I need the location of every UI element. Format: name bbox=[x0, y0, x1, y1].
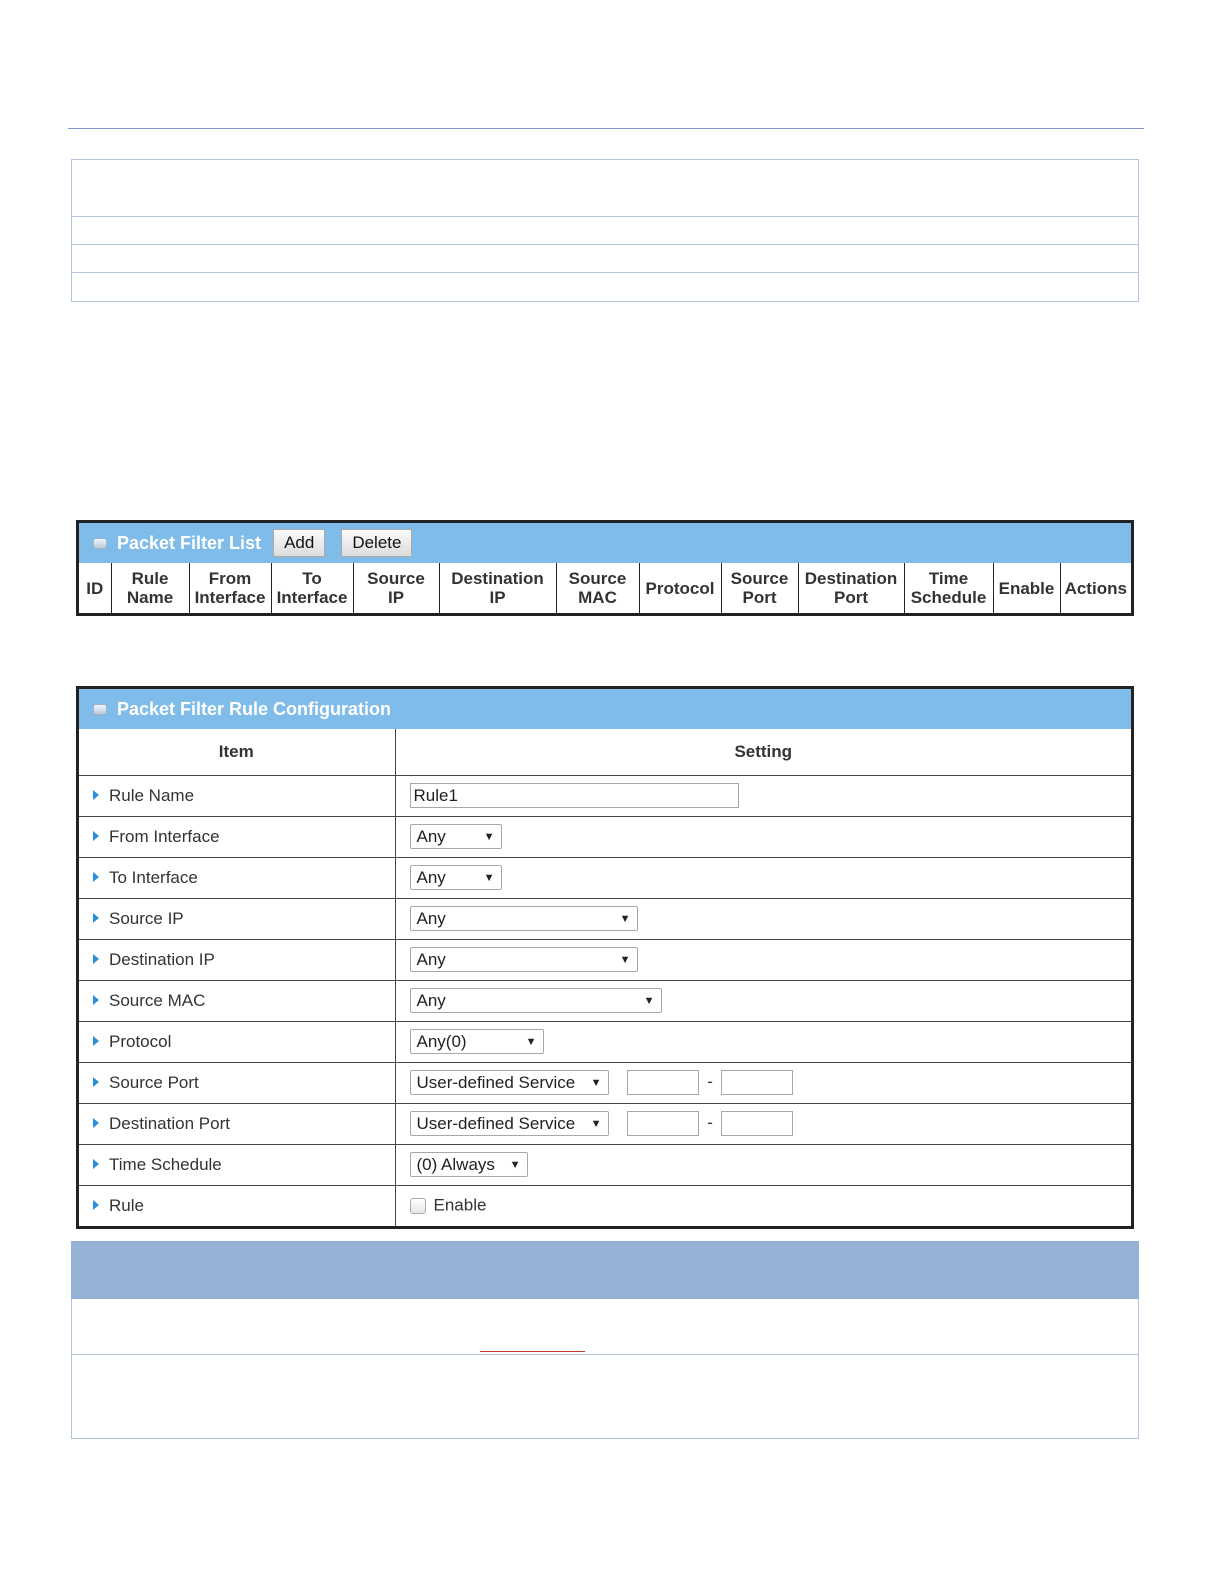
from-interface-select[interactable] bbox=[410, 824, 502, 849]
rule-name-label: Rule Name bbox=[109, 785, 195, 805]
col-from-interface: From Interface bbox=[189, 563, 271, 613]
to-interface-row bbox=[79, 857, 1131, 898]
panel-header-icon bbox=[93, 538, 107, 549]
triangle-down-icon: ▼ bbox=[525, 1035, 537, 1048]
setting-column-header: Setting bbox=[395, 729, 1131, 775]
empty-table-row bbox=[72, 1299, 1138, 1355]
protocol-label: Protocol bbox=[109, 1031, 172, 1051]
col-id: ID bbox=[79, 563, 111, 613]
rule-enable-label: Enable bbox=[433, 1196, 487, 1215]
packet-filter-list-table bbox=[79, 563, 1131, 613]
protocol-value: Any(0) bbox=[416, 1031, 467, 1051]
packet-filter-list-title: Packet Filter List bbox=[117, 532, 262, 553]
source-ip-label: Source IP bbox=[109, 908, 184, 928]
from-interface-row bbox=[79, 816, 1131, 857]
port-range-separator: - bbox=[707, 1071, 713, 1091]
empty-info-table bbox=[71, 159, 1139, 302]
col-time-schedule: Time Schedule bbox=[904, 563, 993, 613]
rule-label: Rule bbox=[109, 1195, 144, 1215]
config-table bbox=[79, 729, 1131, 1226]
source-port-select[interactable] bbox=[410, 1070, 609, 1095]
port-range-separator: - bbox=[707, 1112, 713, 1132]
col-protocol: Protocol bbox=[639, 563, 721, 613]
triangle-down-icon: ▼ bbox=[590, 1076, 602, 1089]
time-schedule-select[interactable] bbox=[410, 1152, 528, 1177]
rule-name-row bbox=[79, 775, 1131, 816]
triangle-right-icon bbox=[93, 1077, 99, 1087]
rule-name-input[interactable] bbox=[410, 783, 739, 808]
destination-ip-select[interactable] bbox=[410, 947, 638, 972]
packet-filter-config-panel bbox=[76, 686, 1134, 1229]
empty-table-row bbox=[72, 1355, 1138, 1438]
triangle-right-icon bbox=[93, 1159, 99, 1169]
triangle-down-icon: ▼ bbox=[483, 871, 495, 884]
triangle-down-icon: ▼ bbox=[509, 1158, 521, 1171]
config-header-row bbox=[79, 729, 1131, 775]
from-interface-label: From Interface bbox=[109, 826, 220, 846]
triangle-down-icon: ▼ bbox=[619, 912, 631, 925]
triangle-down-icon: ▼ bbox=[619, 953, 631, 966]
source-port-from-input[interactable] bbox=[627, 1070, 699, 1095]
col-source-mac: Source MAC bbox=[556, 563, 639, 613]
triangle-right-icon bbox=[93, 872, 99, 882]
list-header-row bbox=[79, 563, 1131, 613]
col-source-port: Source Port bbox=[721, 563, 798, 613]
destination-port-row bbox=[79, 1103, 1131, 1144]
destination-port-to-input[interactable] bbox=[721, 1111, 793, 1136]
triangle-down-icon: ▼ bbox=[643, 994, 655, 1007]
protocol-row bbox=[79, 1021, 1131, 1062]
source-mac-select[interactable] bbox=[410, 988, 662, 1013]
panel-header-icon bbox=[93, 704, 107, 715]
source-ip-value: Any bbox=[416, 908, 446, 928]
triangle-down-icon: ▼ bbox=[483, 830, 495, 843]
triangle-down-icon: ▼ bbox=[590, 1117, 602, 1130]
packet-filter-list-panel bbox=[76, 520, 1134, 616]
destination-port-value: User-defined Service bbox=[416, 1113, 576, 1133]
source-port-value: User-defined Service bbox=[416, 1072, 576, 1092]
packet-filter-config-title: Packet Filter Rule Configuration bbox=[117, 698, 392, 719]
rule-enable-row bbox=[79, 1185, 1131, 1226]
rule-enable-checkbox[interactable] bbox=[410, 1198, 426, 1214]
source-port-label: Source Port bbox=[109, 1072, 199, 1092]
col-source-ip: Source IP bbox=[353, 563, 439, 613]
destination-port-label: Destination Port bbox=[109, 1113, 230, 1133]
triangle-right-icon bbox=[93, 1118, 99, 1128]
delete-button[interactable]: Delete bbox=[341, 529, 412, 557]
to-interface-label: To Interface bbox=[109, 867, 198, 887]
source-mac-value: Any bbox=[416, 990, 446, 1010]
destination-ip-label: Destination IP bbox=[109, 949, 215, 969]
to-interface-select[interactable] bbox=[410, 865, 502, 890]
col-rule-name: Rule Name bbox=[111, 563, 189, 613]
empty-table-row bbox=[72, 217, 1138, 245]
col-enable: Enable bbox=[993, 563, 1060, 613]
triangle-right-icon bbox=[93, 913, 99, 923]
destination-port-select[interactable] bbox=[410, 1111, 609, 1136]
to-interface-value: Any bbox=[416, 867, 446, 887]
empty-table-row bbox=[72, 273, 1138, 301]
destination-ip-row bbox=[79, 939, 1131, 980]
blue-header-band bbox=[71, 1241, 1139, 1299]
triangle-right-icon bbox=[93, 831, 99, 841]
red-underline bbox=[480, 1351, 585, 1352]
triangle-right-icon bbox=[93, 995, 99, 1005]
empty-table-row bbox=[72, 160, 1138, 217]
from-interface-value: Any bbox=[416, 826, 446, 846]
source-port-row bbox=[79, 1062, 1131, 1103]
empty-table-row bbox=[72, 245, 1138, 273]
time-schedule-row bbox=[79, 1144, 1131, 1185]
col-destination-ip: Destination IP bbox=[439, 563, 556, 613]
empty-notes-table bbox=[71, 1299, 1139, 1439]
source-mac-row bbox=[79, 980, 1131, 1021]
triangle-right-icon bbox=[93, 954, 99, 964]
destination-port-from-input[interactable] bbox=[627, 1111, 699, 1136]
item-column-header: Item bbox=[79, 729, 395, 775]
source-ip-row bbox=[79, 898, 1131, 939]
time-schedule-label: Time Schedule bbox=[109, 1154, 222, 1174]
top-divider bbox=[68, 128, 1144, 129]
triangle-right-icon bbox=[93, 1036, 99, 1046]
triangle-right-icon bbox=[93, 1200, 99, 1210]
packet-filter-list-header bbox=[79, 523, 1131, 563]
time-schedule-value: (0) Always bbox=[416, 1154, 495, 1174]
col-actions: Actions bbox=[1064, 578, 1127, 598]
source-mac-label: Source MAC bbox=[109, 990, 206, 1010]
col-to-interface: To Interface bbox=[271, 563, 353, 613]
destination-ip-value: Any bbox=[416, 949, 446, 969]
col-destination-port: Destination Port bbox=[798, 563, 904, 613]
protocol-select[interactable] bbox=[410, 1029, 544, 1054]
source-port-to-input[interactable] bbox=[721, 1070, 793, 1095]
triangle-right-icon bbox=[93, 790, 99, 800]
packet-filter-config-header bbox=[79, 689, 1131, 729]
source-ip-select[interactable] bbox=[410, 906, 638, 931]
add-button[interactable]: Add bbox=[273, 529, 325, 557]
